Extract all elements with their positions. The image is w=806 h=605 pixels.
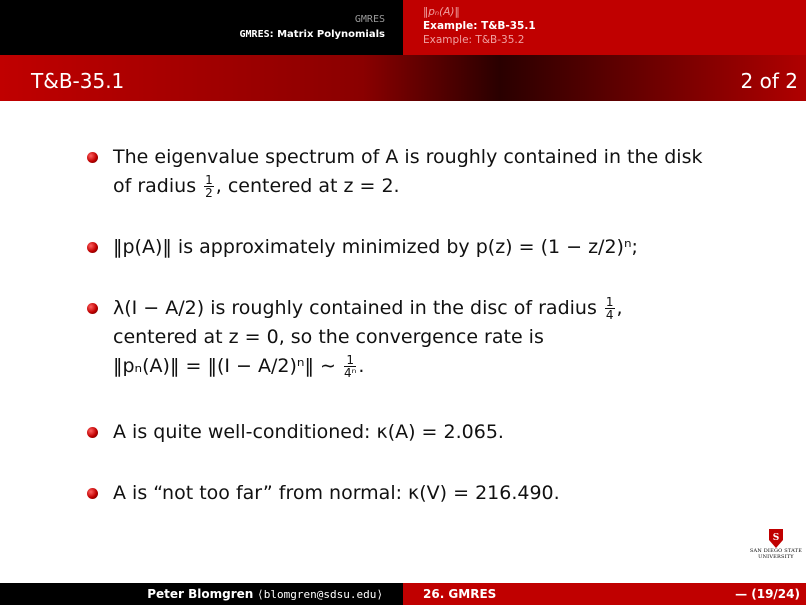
bullet-conditioning: A is quite well-conditioned: κ(A) = 2.065. xyxy=(113,421,504,443)
subsection-navigation xyxy=(403,0,806,55)
footer-info xyxy=(403,583,806,605)
footer-topic: 26. GMRES xyxy=(423,587,497,601)
bullet-convergence xyxy=(113,294,763,381)
nav-section-gmres[interactable] xyxy=(355,12,385,27)
bullet-marker xyxy=(87,303,98,314)
bullet-marker xyxy=(87,242,98,253)
bullet-convergence-line1 xyxy=(113,294,763,323)
section-navigation xyxy=(0,0,403,55)
nav-subsection-norm-pn[interactable]: ‖pₙ(A)‖ xyxy=(423,6,460,18)
logo-line2: UNIVERSITY xyxy=(758,554,794,560)
footer-author xyxy=(0,583,403,605)
bullet-convergence-line3 xyxy=(113,352,763,381)
footer-author-email: ⟨blomgren@sdsu.edu⟩ xyxy=(257,587,383,601)
fraction-denominator: 4 xyxy=(605,308,614,322)
svg-text:S: S xyxy=(772,533,780,543)
footer-author-name: Peter Blomgren xyxy=(147,587,254,601)
bullet-spectrum-line2 xyxy=(113,172,763,201)
nav-section-current-suffix: : Matrix Polynomials xyxy=(269,29,385,40)
fraction-denominator: 4ⁿ xyxy=(343,366,357,380)
fraction-one-over-4n xyxy=(344,354,356,379)
bullet-convergence-line3-pre: ‖pₙ(A)‖ = ‖(I − A/2)ⁿ‖ ∼ xyxy=(113,355,336,377)
nav-section-current-prefix: GMRES xyxy=(239,29,270,40)
nav-section-gmres-label: GMRES xyxy=(354,14,385,25)
nav-subsection-example-35-1[interactable]: Example: T&B-35.1 xyxy=(423,20,536,32)
fraction-one-half xyxy=(204,174,214,199)
bullet-spectrum-post: , centered at z = 2. xyxy=(215,175,400,197)
bullet-minimization: ‖p(A)‖ is approximately minimized by p(z) = (1 − z/2)ⁿ; xyxy=(113,236,638,258)
nav-subsection-example-35-2[interactable]: Example: T&B-35.2 xyxy=(423,34,525,46)
footer xyxy=(0,583,806,605)
nav-section-matrix-polynomials[interactable] xyxy=(240,27,385,42)
bullet-marker xyxy=(87,488,98,499)
bullet-spectrum-line1: The eigenvalue spectrum of A is roughly contained in the disk xyxy=(113,146,703,168)
bullet-marker xyxy=(87,427,98,438)
frame-counter: 2 of 2 xyxy=(740,69,798,93)
top-navigation xyxy=(0,0,806,55)
bullet-convergence-line2: centered at z = 0, so the convergence rate is xyxy=(113,326,544,348)
bullet-convergence-line1-pre: λ(I − A/2) is roughly contained in the disc of radius xyxy=(113,297,597,319)
bullet-convergence-line1-post: , xyxy=(616,297,623,319)
bullet-normality: A is “not too far” from normal: κ(V) = 216.490. xyxy=(113,482,560,504)
frame-title-bar xyxy=(0,55,806,101)
bullet-spectrum-pre: of radius xyxy=(113,175,197,197)
sdsu-shield-icon xyxy=(767,528,785,548)
footer-page-number: — (19/24) xyxy=(735,587,800,601)
bullet-marker xyxy=(87,152,98,163)
fraction-numerator: 1 xyxy=(605,295,614,309)
logo-line1: SAN DIEGO STATE xyxy=(749,548,803,554)
frame-title: T&B-35.1 xyxy=(31,69,125,93)
bullet-spectrum xyxy=(113,143,763,201)
fraction-one-quarter xyxy=(605,296,615,321)
fraction-denominator: 2 xyxy=(205,186,213,200)
fraction-numerator: 1 xyxy=(344,354,356,367)
bullet-convergence-line3-post: . xyxy=(358,355,365,377)
sdsu-logo xyxy=(749,528,803,568)
fraction-numerator: 1 xyxy=(205,173,213,187)
